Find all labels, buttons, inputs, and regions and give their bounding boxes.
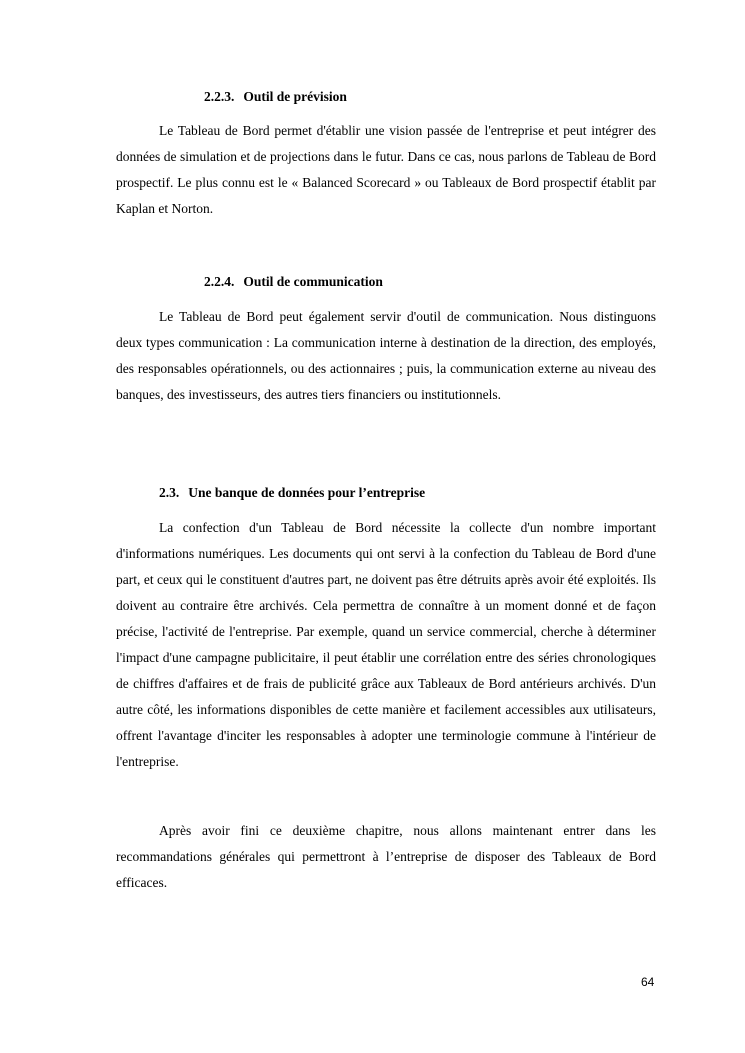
section-number: 2.2.4. — [204, 274, 235, 289]
paragraph-banque-de-donnees: La confection d'un Tableau de Bord nécessite la collecte d'un nombre important d'informations numériques. Les documents qui ont servi à la confection du Tableau de Bord d'une part, et ceux qui le constituent d'autres part, ne doivent pas être détruits après avoir été exploités. Ils doivent au contraire être archivés. Cela permettra de connaître à un moment donné et de façon précise, l'activité de l'entreprise. Par exemple, quand un service commercial, cherche à déterminer l'impact d'une campagne publicitaire, il peut établir une corrélation entre des séries chronologiques de chiffres d'affaires et de frais de publicité grâce aux Tableaux de Bord antérieurs archivés. D'un autre côté, les informations disponibles de cette manière et facilement accessibles aux utilisateurs, offrent l'avantage d'inciter les responsables à adopter une terminologie commune à l'intérieur de l'entreprise. — [116, 520, 656, 769]
section-heading-2-2-4 — [204, 274, 383, 290]
paragraph-outil-de-prevision: Le Tableau de Bord permet d'établir une vision passée de l'entreprise et peut intégrer des données de simulation et de projections dans le futur. Dans ce cas, nous parlons de Tableau de Bord prospectif. Le plus connu est le « Balanced Scorecard » ou Tableaux de Bord prospectif établit par Kaplan et Norton. — [116, 123, 656, 216]
section-title: Outil de prévision — [243, 89, 347, 104]
paragraph-conclusion: Après avoir fini ce deuxième chapitre, nous allons maintenant entrer dans les recommandations générales qui permettront à l’entreprise de disposer des Tableaux de Bord efficaces. — [116, 823, 656, 890]
section-heading-2-2-3 — [204, 89, 347, 105]
paragraph-outil-de-communication: Le Tableau de Bord peut également servir d'outil de communication. Nous distinguons deux types communication : La communication interne à destination de la direction, des employés, des responsables opérationnels, ou des actionnaires ; puis, la communication externe au niveau des banques, des investisseurs, des autres tiers financiers ou institutionnels. — [116, 309, 656, 402]
section-number: 2.2.3. — [204, 89, 235, 104]
section-title: Une banque de données pour l’entreprise — [188, 485, 426, 500]
section-heading-2-3 — [159, 485, 425, 501]
page-number: 64 — [641, 975, 655, 989]
section-title: Outil de communication — [243, 274, 383, 289]
section-number: 2.3. — [159, 485, 180, 500]
